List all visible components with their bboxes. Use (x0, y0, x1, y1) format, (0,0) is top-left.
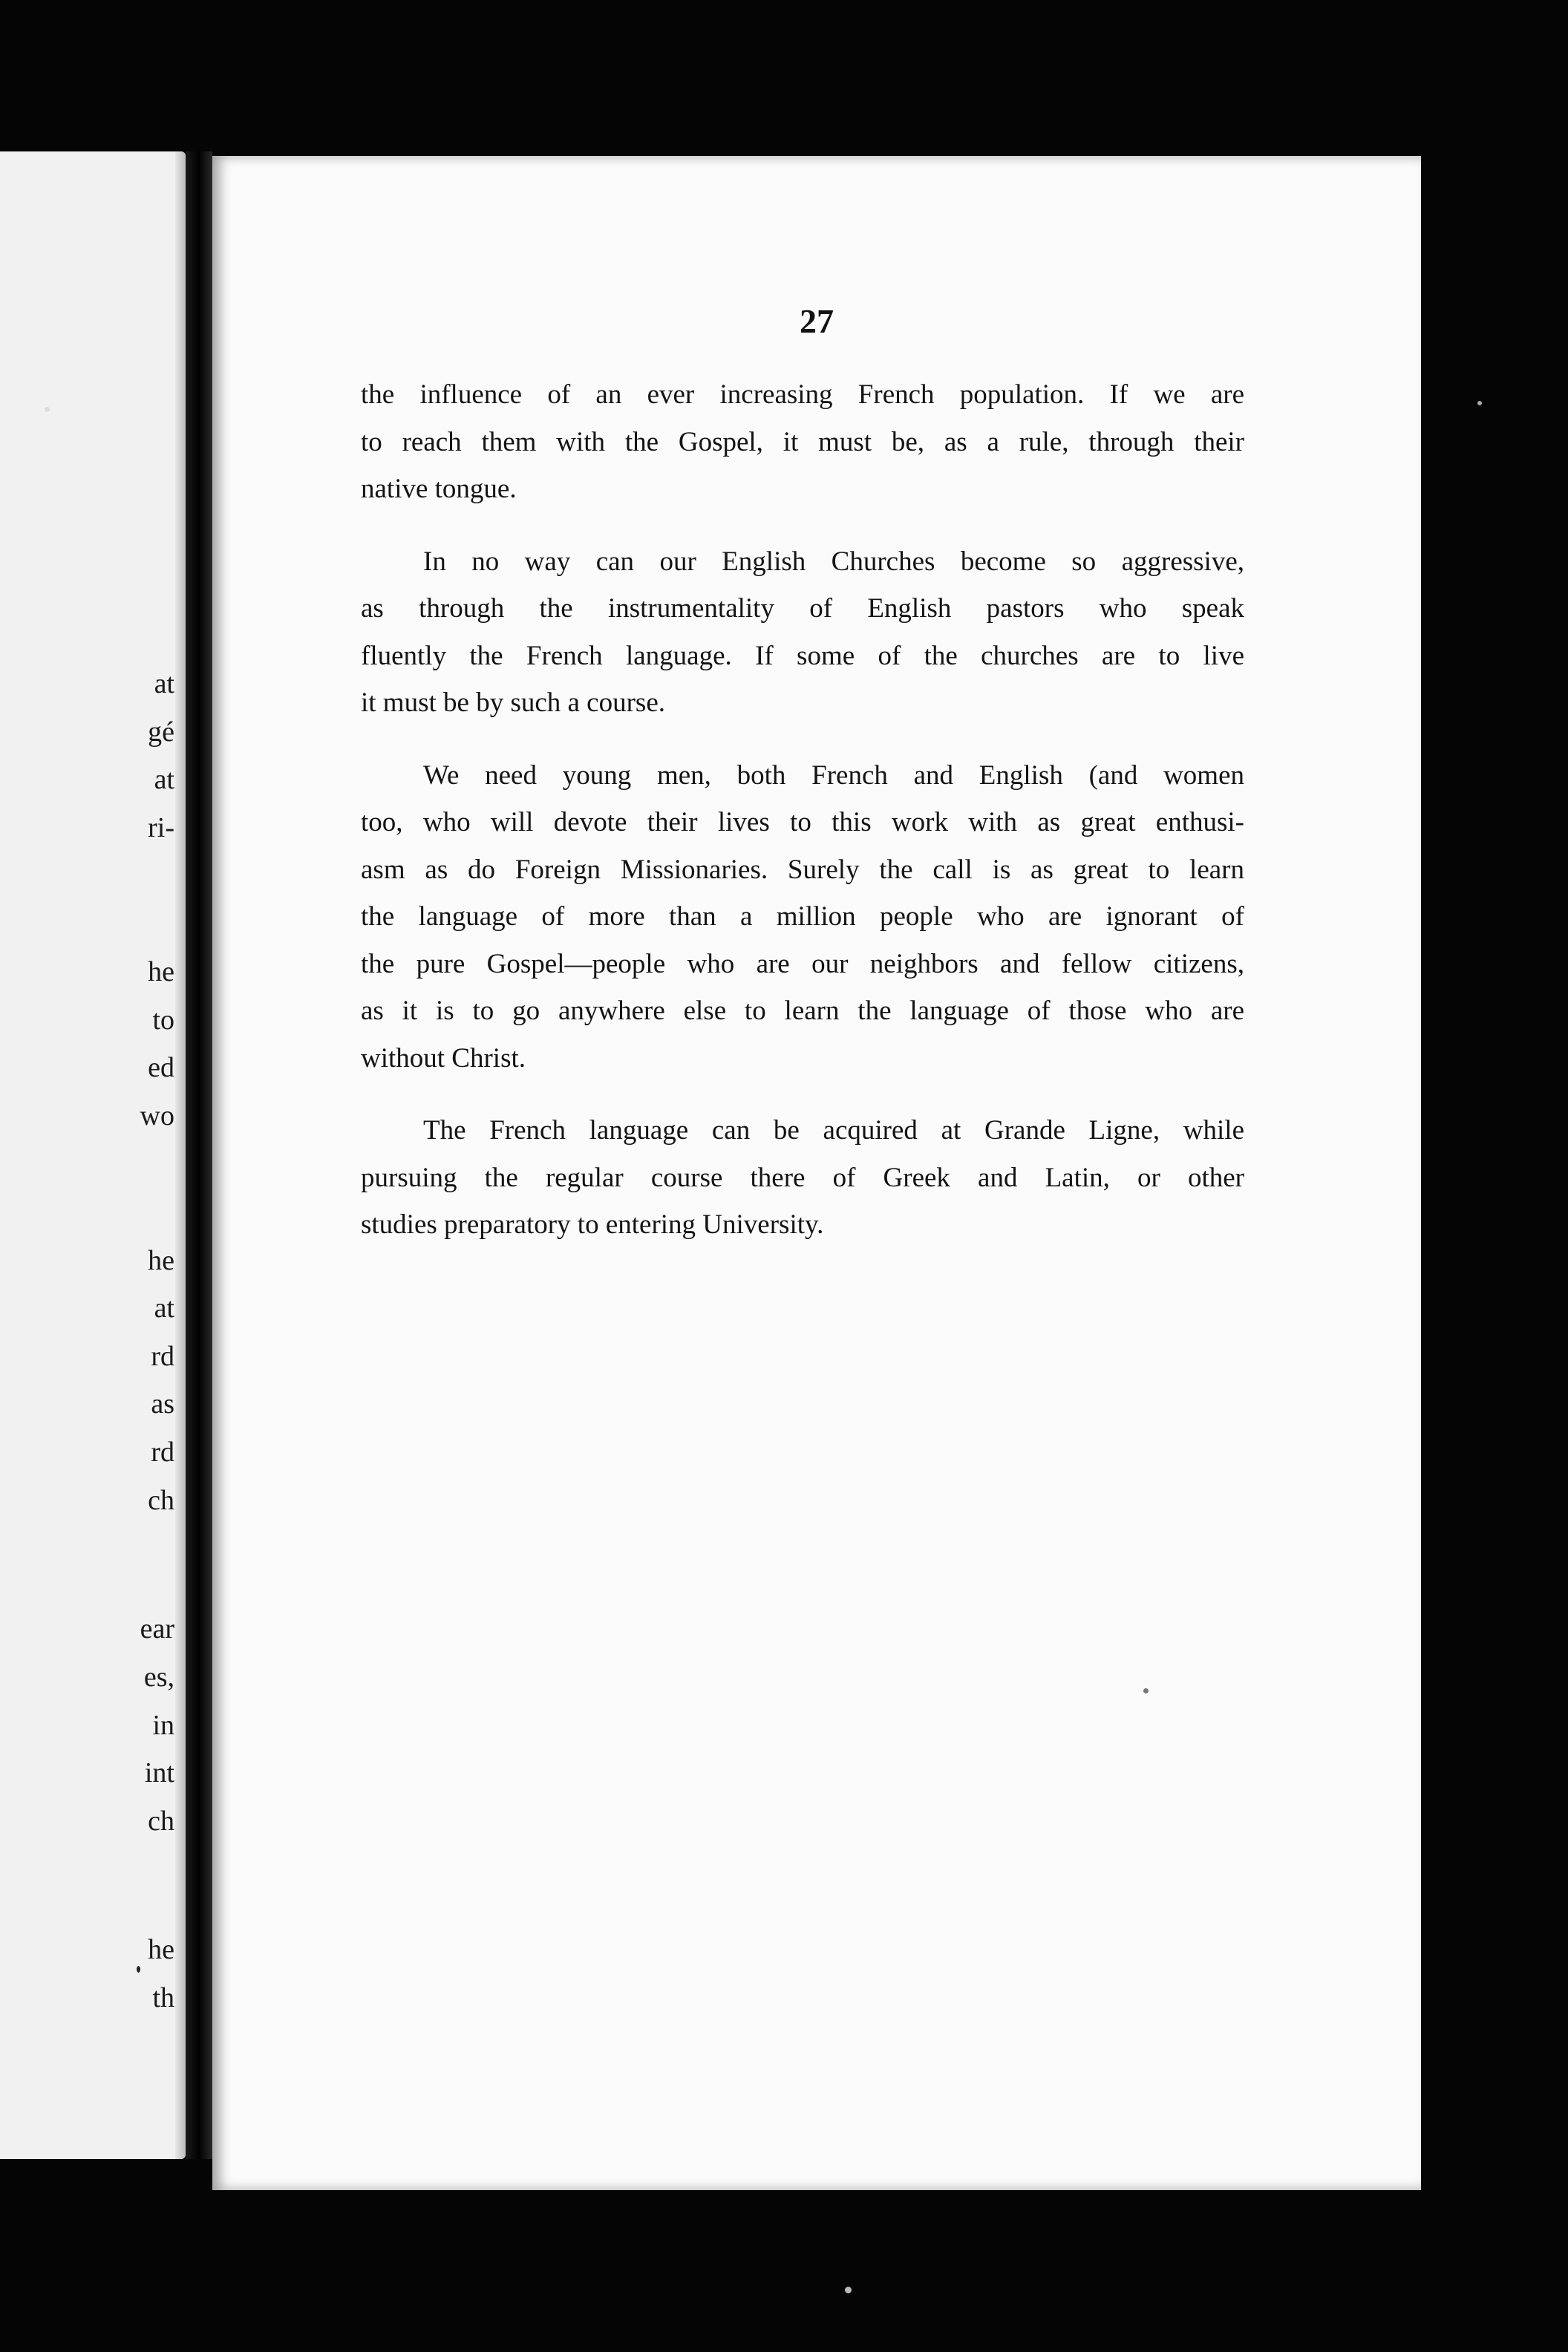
text-line: the pure Gospel—people who are our neighbors and fellow citizens, (361, 948, 1244, 979)
right-page (212, 156, 1421, 2190)
left-page-fragment: rd (151, 1341, 174, 1372)
text-line: as through the instrumentality of English pastors who speak (361, 593, 1244, 624)
left-page-fragment: in (152, 1710, 174, 1741)
left-page-edge (175, 151, 186, 2159)
left-page-fragment: he (148, 956, 174, 987)
text-line: fluently the French language. If some of the churches are to live (361, 640, 1244, 671)
book-gutter (186, 151, 212, 2159)
left-page-fragment: th (152, 1982, 174, 2013)
left-page-fragment: ed (148, 1052, 174, 1083)
text-line: the language of more than a million people who are ignorant of (361, 901, 1244, 932)
text-line: as it is to go anywhere else to learn the language of those who are (361, 996, 1244, 1026)
text-line: In no way can our English Churches become so aggressive, (423, 546, 1244, 577)
dust-speck (1477, 401, 1482, 405)
left-page-fragment: wo (140, 1100, 174, 1131)
text-line: without Christ. (361, 1042, 526, 1074)
left-page-fragment: ch (148, 1806, 174, 1837)
left-page-fragment: es, (143, 1662, 174, 1693)
left-page-fragment: at (154, 764, 174, 795)
scan-speck (1143, 1688, 1149, 1693)
text-line: to reach them with the Gospel, it must be, as a rule, through their (361, 426, 1244, 457)
page-number: 27 (800, 302, 834, 340)
text-line: studies preparatory to entering University. (361, 1209, 824, 1240)
left-facing-page (0, 151, 186, 2159)
dust-speck (45, 407, 50, 412)
paragraph-3 (361, 752, 1244, 1082)
text-line: We need young men, both French and English (and women (423, 760, 1244, 791)
left-page-fragment: ear (140, 1613, 174, 1644)
text-line: the influence of an ever increasing French population. If we are (361, 379, 1244, 410)
left-page-fragment: at (154, 668, 174, 699)
text-line: asm as do Foreign Missionaries. Surely the call is as great to learn (361, 854, 1244, 885)
paragraph-4 (361, 1107, 1244, 1249)
left-page-fragment: at (154, 1293, 174, 1324)
left-page-fragment: int (144, 1757, 174, 1788)
text-line: too, who will devote their lives to this work with as great enthusi- (361, 807, 1244, 837)
left-page-fragment: ch (148, 1485, 174, 1516)
left-page-fragment: gé (148, 716, 174, 748)
dust-speck (845, 2287, 852, 2293)
text-line: native tongue. (361, 474, 517, 504)
text-line: pursuing the regular course there of Greek and Latin, or other (361, 1162, 1244, 1193)
left-page-fragment: he (148, 1934, 174, 1965)
page-body-text (361, 371, 1244, 1274)
paragraph-2 (361, 538, 1244, 727)
scan-speck (137, 1966, 140, 1973)
left-page-fragment: to (152, 1004, 174, 1036)
text-line: it must be by such a course. (361, 687, 665, 718)
left-page-fragment: as (151, 1388, 174, 1420)
text-line: The French language can be acquired at Grande Ligne, while (423, 1115, 1244, 1146)
paragraph-1 (361, 371, 1244, 513)
left-page-fragment: he (148, 1245, 174, 1276)
left-page-fragment: rd (151, 1437, 174, 1468)
left-page-fragment: ri- (148, 812, 174, 843)
